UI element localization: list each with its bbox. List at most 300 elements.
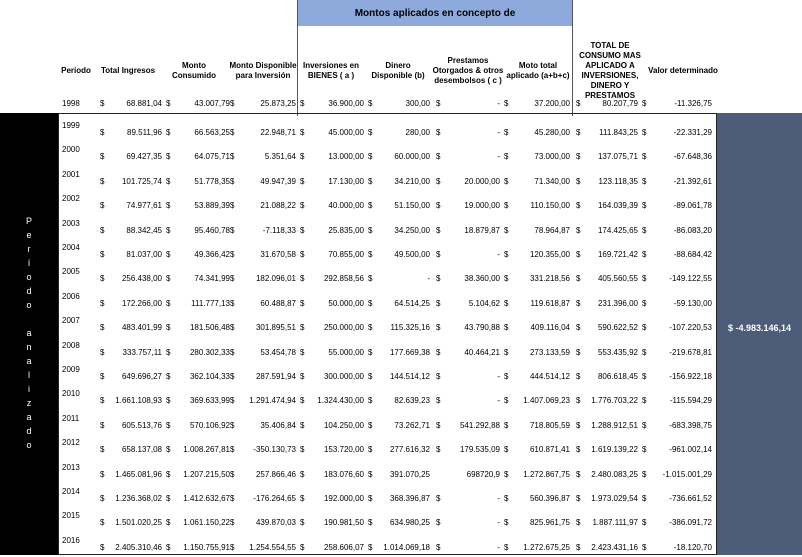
currency-symbol: $ [368, 347, 373, 357]
value-cell: 590.622,52 [597, 323, 638, 333]
currency-symbol: $ [504, 225, 509, 235]
value-cell: - [427, 274, 430, 284]
column-header-8: Moto total aplicado (a+b+c) [506, 61, 570, 80]
value-cell: 110.150,00 [530, 201, 570, 211]
currency-symbol: $ [576, 152, 581, 162]
value-cell: 25.835,00 [328, 225, 364, 235]
value-cell: 292.858,56 [323, 274, 364, 284]
currency-symbol: $ [642, 128, 647, 137]
currency-symbol: $ [368, 274, 373, 284]
currency-symbol: $ [504, 323, 509, 333]
value-cell: -18.120,70 [673, 542, 712, 552]
value-cell: 38.360,00 [464, 274, 500, 284]
value-cell: 1.776.703,22 [591, 396, 638, 406]
value-cell: 169.721,42 [597, 250, 638, 259]
value-cell: 190.981,50 [323, 518, 364, 528]
year-cell: 2006 [62, 291, 80, 301]
currency-symbol: $ [576, 396, 581, 406]
value-cell: 1.407.069,23 [523, 396, 570, 406]
value-cell: 49.500,00 [394, 250, 430, 259]
currency-symbol: $ [504, 396, 509, 406]
value-cell: 51.150,00 [394, 201, 430, 211]
currency-symbol: $ [230, 420, 235, 430]
value-cell: 5.104,62 [468, 298, 500, 308]
currency-symbol: $ [300, 420, 305, 430]
value-cell: 1.272.867,75 [523, 469, 570, 479]
value-cell: 119.618,87 [530, 298, 570, 308]
currency-symbol: $ [230, 250, 235, 259]
table-row [0, 533, 717, 557]
value-cell: 172.266,00 [121, 298, 162, 308]
value-cell: 439.870,03 [255, 518, 296, 528]
value-cell: 405.560,55 [597, 274, 638, 284]
currency-symbol: $ [100, 152, 105, 162]
value-cell: 1.061.150,22 [183, 518, 230, 528]
currency-symbol: $ [166, 518, 171, 528]
currency-symbol: $ [436, 298, 441, 308]
currency-symbol: $ [100, 323, 105, 333]
currency-symbol: $ [230, 298, 235, 308]
value-cell: 137.075,71 [597, 152, 638, 162]
year-cell: 2009 [62, 365, 80, 374]
value-cell: 277.616,32 [389, 445, 430, 455]
table-row [0, 289, 717, 313]
currency-symbol: $ [504, 152, 509, 162]
value-cell: -107.220,53 [669, 323, 712, 333]
currency-symbol: $ [504, 128, 509, 137]
currency-symbol: $ [368, 542, 373, 552]
currency-symbol: $ [230, 225, 235, 235]
value-cell: 231.396,00 [597, 298, 638, 308]
currency-symbol: $ [166, 445, 171, 455]
column-header-10: Valor determinado [648, 66, 718, 75]
currency-symbol: $ [100, 420, 105, 430]
value-cell: -59.130,00 [673, 298, 712, 308]
value-cell: 50.000,00 [328, 298, 364, 308]
value-cell: 68.881,04 [126, 99, 162, 108]
currency-symbol: $ [100, 445, 105, 455]
period-band-letter: a [26, 356, 32, 366]
currency-symbol: $ [642, 250, 647, 259]
currency-symbol: $ [576, 298, 581, 308]
currency-symbol: $ [436, 128, 441, 137]
value-cell: 273.133,59 [529, 347, 570, 357]
table-row [0, 362, 717, 386]
column-header-1: Periodo [61, 66, 91, 75]
currency-symbol: $ [642, 347, 647, 357]
currency-symbol: $ [166, 396, 171, 406]
currency-symbol: $ [166, 542, 171, 552]
year-cell: 2001 [62, 169, 80, 179]
currency-symbol: $ [100, 372, 105, 381]
value-cell: 391.070,25 [389, 469, 430, 479]
value-cell: 78.964,87 [534, 225, 570, 235]
value-cell: 81.037,00 [126, 250, 162, 259]
period-band-letter: i [28, 384, 30, 394]
currency-symbol: $ [230, 347, 235, 357]
currency-symbol: $ [100, 225, 105, 235]
currency-symbol: $ [642, 99, 647, 108]
value-cell: 51.778,35 [194, 176, 230, 186]
year-cell: 2005 [62, 267, 80, 277]
currency-symbol: $ [642, 494, 647, 503]
currency-symbol: $ [300, 152, 305, 162]
currency-symbol: $ [436, 323, 441, 333]
currency-symbol: $ [230, 128, 235, 137]
currency-symbol: $ [642, 274, 647, 284]
currency-symbol: $ [642, 372, 647, 381]
currency-symbol: $ [436, 176, 441, 186]
currency-symbol: $ [436, 347, 441, 357]
value-cell: 1.207.215,50 [183, 469, 230, 479]
value-cell: 174.425,65 [597, 225, 638, 235]
currency-symbol: $ [436, 494, 441, 503]
value-cell: 1.014.069,18 [383, 542, 430, 552]
currency-symbol: $ [504, 201, 509, 211]
currency-symbol: $ [368, 152, 373, 162]
currency-symbol: $ [504, 518, 509, 528]
value-cell: 698720,9 [466, 469, 500, 479]
value-cell: 25.873,25 [260, 99, 296, 108]
currency-symbol: $ [642, 420, 647, 430]
year-cell: 2011 [62, 413, 80, 423]
currency-symbol: $ [300, 372, 305, 381]
column-header-3: Monto Consumido [172, 61, 216, 80]
currency-symbol: $ [368, 445, 373, 455]
period-band-letter: o [26, 300, 32, 310]
currency-symbol: $ [100, 542, 105, 552]
value-cell: 250.000,00 [323, 323, 364, 333]
value-cell: -86.083,20 [673, 225, 712, 235]
currency-symbol: $ [576, 99, 581, 108]
currency-symbol: $ [100, 494, 105, 503]
value-cell: 483.401,99 [121, 323, 162, 333]
currency-symbol: $ [642, 518, 647, 528]
value-cell: 541.292,88 [459, 420, 500, 430]
currency-symbol: $ [504, 250, 509, 259]
value-cell: 13.000,00 [328, 152, 364, 162]
value-cell: 95.460,78 [194, 225, 230, 235]
currency-symbol: $ [300, 274, 305, 284]
value-cell: 144.514,12 [389, 372, 430, 381]
currency-symbol: $ [368, 469, 373, 479]
currency-symbol: $ [642, 445, 647, 455]
value-cell: -7.118,33 [262, 225, 296, 235]
value-cell: 74.977,61 [126, 201, 162, 211]
value-cell: 280,00 [405, 128, 430, 137]
period-band-letter: a [26, 328, 32, 338]
currency-symbol: $ [504, 176, 509, 186]
table-row [0, 435, 717, 459]
value-cell: 553.435,92 [597, 347, 638, 357]
value-cell: 73.262,71 [394, 420, 430, 430]
currency-symbol: $ [300, 445, 305, 455]
period-band-letter: d [26, 286, 32, 296]
value-cell: 825.961,75 [529, 518, 570, 528]
currency-symbol: $ [576, 372, 581, 381]
value-cell: 120.355,00 [529, 250, 570, 259]
value-cell: 88.342,45 [126, 225, 162, 235]
currency-symbol: $ [300, 128, 305, 137]
currency-symbol: $ [300, 542, 305, 552]
value-cell: -961.002,14 [669, 445, 712, 455]
currency-symbol: $ [504, 298, 509, 308]
table-row [0, 338, 717, 362]
value-cell: 43.007,79 [194, 99, 230, 108]
value-cell: 634.980,25 [389, 518, 430, 528]
value-cell: 55.000,00 [328, 347, 364, 357]
value-cell: 1.254.554,55 [249, 542, 296, 552]
currency-symbol: $ [504, 445, 509, 455]
value-cell: 368.396,87 [389, 494, 430, 503]
year-cell: 2002 [62, 194, 80, 204]
value-cell: -1.015.001,29 [662, 469, 712, 479]
currency-symbol: $ [230, 99, 235, 108]
currency-symbol: $ [166, 298, 171, 308]
value-cell: -22.331,29 [673, 128, 712, 137]
currency-symbol: $ [300, 518, 305, 528]
value-cell: 5.351,64 [264, 152, 296, 162]
table-row [0, 508, 717, 532]
currency-symbol: $ [166, 201, 171, 211]
value-cell: -386.091,72 [669, 518, 712, 528]
currency-symbol: $ [576, 420, 581, 430]
currency-symbol: $ [368, 99, 373, 108]
value-cell: 19.000,00 [464, 201, 500, 211]
currency-symbol: $ [576, 347, 581, 357]
value-cell: - [497, 372, 500, 381]
value-cell: 1.619.139,22 [591, 445, 638, 455]
value-cell: 22.948,71 [260, 128, 296, 137]
currency-symbol: $ [504, 542, 509, 552]
table-row [0, 411, 717, 435]
table-row [0, 191, 717, 215]
currency-symbol: $ [642, 542, 647, 552]
currency-symbol: $ [642, 396, 647, 406]
value-cell: 45.280,00 [534, 128, 570, 137]
value-cell: -736.661,52 [669, 494, 712, 503]
currency-symbol: $ [576, 225, 581, 235]
year-cell: 2004 [62, 243, 80, 252]
currency-symbol: $ [436, 372, 441, 381]
value-cell: 177.669,38 [389, 347, 430, 357]
table-row [0, 313, 717, 337]
value-cell: 70.855,00 [328, 250, 364, 259]
value-cell: 183.076,60 [323, 469, 364, 479]
currency-symbol: $ [576, 494, 581, 503]
period-band-letter: e [26, 230, 32, 240]
value-cell: 40.000,00 [328, 201, 364, 211]
year-cell: 2010 [62, 389, 80, 399]
value-cell: 570.106,92 [189, 420, 230, 430]
value-cell: 182.096,01 [255, 274, 296, 284]
currency-symbol: $ [642, 469, 647, 479]
currency-symbol: $ [576, 323, 581, 333]
value-cell: 64.514,25 [394, 298, 430, 308]
value-cell: 18.879,87 [464, 225, 500, 235]
currency-symbol: $ [504, 372, 509, 381]
value-cell: -67.648,36 [673, 152, 712, 162]
value-cell: 60.488,87 [260, 298, 296, 308]
currency-symbol: $ [166, 274, 171, 284]
currency-symbol: $ [166, 99, 171, 108]
currency-symbol: $ [576, 445, 581, 455]
value-cell: - [497, 99, 500, 108]
value-cell: 369.633,99 [189, 396, 230, 406]
currency-symbol: $ [576, 542, 581, 552]
currency-symbol: $ [100, 201, 105, 211]
currency-symbol: $ [368, 225, 373, 235]
value-cell: 610.871,41 [529, 445, 570, 455]
column-header-4: Monto Disponible para Inversión [229, 61, 297, 80]
table-row [0, 216, 717, 240]
currency-symbol: $ [504, 494, 509, 503]
column-header-2: Total Ingresos [100, 66, 156, 75]
currency-symbol: $ [436, 201, 441, 211]
currency-symbol: $ [368, 494, 373, 503]
period-band-letter: d [26, 426, 32, 436]
currency-symbol: $ [436, 445, 441, 455]
value-cell: 17.130,00 [328, 176, 364, 186]
value-cell: 101.725,74 [121, 176, 162, 186]
currency-symbol: $ [576, 469, 581, 479]
currency-symbol: $ [368, 396, 373, 406]
table-row [0, 240, 717, 264]
currency-symbol: $ [166, 323, 171, 333]
table-row [0, 167, 717, 191]
table-row [0, 386, 717, 410]
value-cell: -88.684,42 [673, 250, 712, 259]
value-cell: 649.696,27 [121, 372, 162, 381]
value-cell: 300,00 [405, 99, 430, 108]
value-cell: 258.606,07 [323, 542, 364, 552]
value-cell: 1.288.912,51 [591, 420, 638, 430]
currency-symbol: $ [300, 396, 305, 406]
currency-symbol: $ [368, 518, 373, 528]
value-cell: 53.454,78 [260, 347, 296, 357]
value-cell: - [497, 542, 500, 552]
value-cell: 331.218,56 [529, 274, 570, 284]
currency-symbol: $ [368, 420, 373, 430]
currency-symbol: $ [576, 518, 581, 528]
currency-symbol: $ [368, 128, 373, 137]
period-band-letter: o [26, 440, 32, 450]
total-value: $ -4.983.146,14 [727, 323, 792, 333]
value-cell: 66.563,25 [194, 128, 230, 137]
currency-symbol: $ [100, 469, 105, 479]
table-row [0, 142, 717, 166]
value-cell: 1.661.108,93 [115, 396, 162, 406]
value-cell: 179.535,09 [459, 445, 500, 455]
currency-symbol: $ [100, 99, 105, 108]
currency-symbol: $ [436, 152, 441, 162]
currency-symbol: $ [300, 323, 305, 333]
year-cell: 2016 [62, 535, 80, 545]
currency-symbol: $ [230, 372, 235, 381]
value-cell: 444.514,12 [529, 372, 570, 381]
value-cell: 80.207,79 [602, 99, 638, 108]
currency-symbol: $ [100, 396, 105, 406]
currency-symbol: $ [166, 225, 171, 235]
column-header-6: Dinero Disponible (b) [371, 61, 425, 80]
value-cell: 49.947,39 [260, 176, 296, 186]
value-cell: 718.805,59 [529, 420, 570, 430]
value-cell: -149.122,55 [669, 274, 712, 284]
value-cell: 45.000,00 [328, 128, 364, 137]
table-row [0, 484, 717, 508]
currency-symbol: $ [300, 99, 305, 108]
currency-symbol: $ [100, 347, 105, 357]
currency-symbol: $ [576, 176, 581, 186]
currency-symbol: $ [642, 298, 647, 308]
currency-symbol: $ [436, 99, 441, 108]
value-cell: 64.075,71 [194, 152, 230, 162]
currency-symbol: $ [368, 298, 373, 308]
table-row [0, 460, 717, 484]
value-cell: 2.405.310,46 [115, 542, 162, 552]
value-cell: 34.250,00 [394, 225, 430, 235]
currency-symbol: $ [230, 201, 235, 211]
currency-symbol: $ [166, 250, 171, 259]
value-cell: 104.250,00 [323, 420, 364, 430]
currency-symbol: $ [230, 518, 235, 528]
value-cell: 605.513,76 [121, 420, 162, 430]
value-cell: 1.465.081,96 [115, 469, 162, 479]
group-header: Montos aplicados en concepto de [298, 0, 572, 26]
value-cell: 192.000,00 [323, 494, 364, 503]
currency-symbol: $ [166, 347, 171, 357]
value-cell: 1.236.368,02 [115, 494, 162, 503]
currency-symbol: $ [368, 372, 373, 381]
value-cell: 257.866,46 [255, 469, 296, 479]
year-cell: 2014 [62, 487, 80, 496]
value-cell: 1.412.632,67 [183, 494, 230, 503]
value-cell: 181.506,48 [189, 323, 230, 333]
value-cell: 658.137,08 [121, 445, 162, 455]
value-cell: 1.501.020,25 [115, 518, 162, 528]
currency-symbol: $ [436, 250, 441, 259]
column-header-9: TOTAL DE CONSUMO MAS APLICADO A INVERSIONES, DINERO Y PRESTAMOS [579, 41, 641, 100]
currency-symbol: $ [100, 298, 105, 308]
currency-symbol: $ [100, 250, 105, 259]
value-cell: 1.291.474,94 [249, 396, 296, 406]
currency-symbol: $ [100, 274, 105, 284]
column-header-7: Prestamos Otorgados & otros desembolsos ( c ) [432, 56, 504, 85]
value-cell: 37.200,00 [534, 99, 570, 108]
year-cell: 1999 [62, 121, 80, 130]
value-cell: 301.895,51 [255, 323, 296, 333]
value-cell: 82.639,23 [394, 396, 430, 406]
currency-symbol: $ [166, 372, 171, 381]
value-cell: 806.618,45 [597, 372, 638, 381]
currency-symbol: $ [300, 250, 305, 259]
currency-symbol: $ [300, 469, 305, 479]
value-cell: 60.000,00 [394, 152, 430, 162]
value-cell: - [497, 152, 500, 162]
year-cell: 1998 [62, 99, 80, 108]
currency-symbol: $ [100, 518, 105, 528]
value-cell: 20.000,00 [464, 176, 500, 186]
currency-symbol: $ [576, 201, 581, 211]
currency-symbol: $ [504, 99, 509, 108]
year-cell: 2003 [62, 218, 80, 228]
value-cell: 333.757,11 [122, 347, 162, 357]
value-cell: 300.000,00 [323, 372, 364, 381]
currency-symbol: $ [230, 445, 235, 455]
currency-symbol: $ [166, 494, 171, 503]
value-cell: 2.480.083,25 [591, 469, 638, 479]
value-cell: 409.116,04 [530, 323, 570, 333]
